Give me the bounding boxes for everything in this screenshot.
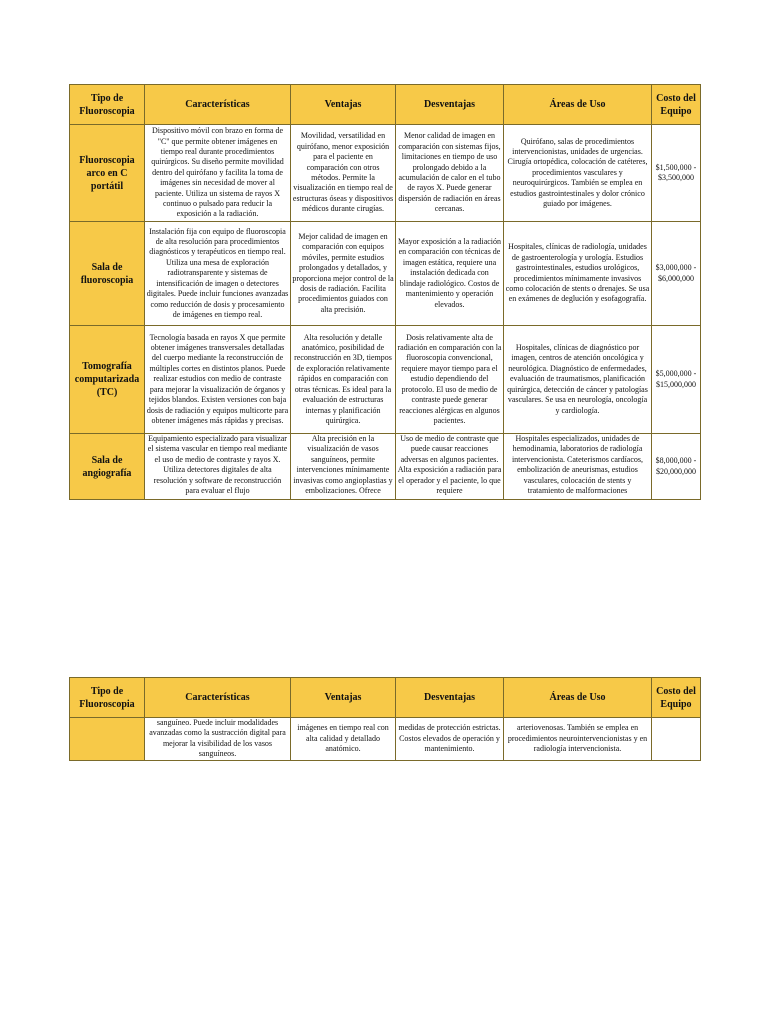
row-caracteristicas: Tecnología basada en rayos X que permite obtener imágenes transversales detalladas del cuerpo mediante la reconstrucción de múltiples cortes en distintos planos. Puede realizar estudios con medio de contraste para mejorar la visualización de órganos y tejidos blandos. Existen versiones con baja dosis de radiación y equipos multicorte para obtener imágenes más rápidas y precisas.	[145, 326, 291, 434]
table-row	[70, 125, 701, 222]
header-ventajas: Ventajas	[291, 678, 396, 718]
row-costo: $5,000,000 - $15,000,000	[652, 326, 701, 434]
table-row	[70, 434, 701, 500]
header-costo: Costo del Equipo	[652, 678, 701, 718]
row-costo	[652, 718, 701, 761]
row-ventajas: Alta resolución y detalle anatómico, posibilidad de reconstrucción en 3D, tiempos de exploración relativamente rápidos en comparación con otras técnicas. Es ideal para la evaluación de estructuras internas y planificación quirúrgica.	[291, 326, 396, 434]
row-desventajas: Dosis relativamente alta de radiación en comparación con la fluoroscopia convencional, requiere mayor tiempo para el estudio dependiendo del protocolo. El uso de medio de contraste puede generar reacciones alérgicas en algunos pacientes.	[396, 326, 504, 434]
row-areas: Quirófano, salas de procedimientos intervencionistas, unidades de urgencias. Cirugía ortopédica, colocación de catéteres, procedimientos vasculares y neuroquirúrgicos. También se emplea en estudios gastrointestinales y dolor crónico guiado por imágenes.	[504, 125, 652, 222]
row-tipo: Tomografía computarizada (TC)	[70, 326, 145, 434]
fluoroscopy-table-continued	[69, 677, 701, 761]
header-desventajas: Desventajas	[396, 678, 504, 718]
row-caracteristicas: Dispositivo móvil con brazo en forma de "C" que permite obtener imágenes en tiempo real durante procedimientos quirúrgicos. Su diseño permite movilidad dentro del quirófano y facilita la toma de imágenes sin necesidad de mover al paciente. Utiliza un sistema de rayos X continuo o pulsado para reducir la exposición a la radiación.	[145, 125, 291, 222]
header-caracteristicas: Características	[145, 678, 291, 718]
row-tipo: Fluoroscopia arco en C portátil	[70, 125, 145, 222]
fluoroscopy-table	[69, 84, 701, 500]
row-desventajas: medidas de protección estrictas. Costos elevados de operación y mantenimiento.	[396, 718, 504, 761]
table-header-row	[70, 85, 701, 125]
table-row	[70, 326, 701, 434]
row-tipo: Sala de angiografía	[70, 434, 145, 500]
header-desventajas: Desventajas	[396, 85, 504, 125]
header-costo: Costo del Equipo	[652, 85, 701, 125]
row-tipo: Sala de fluoroscopia	[70, 222, 145, 326]
header-ventajas: Ventajas	[291, 85, 396, 125]
header-tipo: Tipo de Fluoroscopia	[70, 678, 145, 718]
row-tipo	[70, 718, 145, 761]
row-ventajas: Mejor calidad de imagen en comparación con equipos móviles, permite estudios prolongados y detallados, y proporciona mejor control de la dosis de radiación. Facilita procedimientos guiados con alta precisión.	[291, 222, 396, 326]
header-tipo: Tipo de Fluoroscopia	[70, 85, 145, 125]
row-caracteristicas: Equipamiento especializado para visualizar el sistema vascular en tiempo real mediante el uso de medio de contraste y rayos X. Utiliza detectores digitales de alta resolución y software de reconstrucción para evaluar el flujo	[147, 434, 288, 496]
row-areas: Hospitales especializados, unidades de hemodinamia, laboratorios de radiología intervencionista. Cateterismos cardíacos, embolización de aneurismas, estudios vasculares, colocación de stents y tratamiento de malformaciones	[511, 434, 644, 496]
row-ventajas: Alta precisión en la visualización de vasos sanguíneos, permite intervenciones mínimamente invasivas como angioplastias y embolizaciones. Ofrece	[293, 434, 393, 496]
row-desventajas: Menor calidad de imagen en comparación con sistemas fijos, limitaciones en tiempo de uso prolongado debido a la acumulación de calor en el tubo de rayos X. Puede generar dispersión de radiación en áreas cercanas.	[396, 125, 504, 222]
table-row	[70, 222, 701, 326]
row-costo: $1,500,000 - $3,500,000	[652, 125, 701, 222]
row-areas: arteriovenosas. También se emplea en procedimientos neurointervencionistas y en radiología intervencionista.	[504, 718, 652, 761]
row-costo: $3,000,000 - $6,000,000	[652, 222, 701, 326]
header-caracteristicas: Características	[145, 85, 291, 125]
table-header-row	[70, 678, 701, 718]
table-row	[70, 718, 701, 761]
row-costo: $8,000,000 - $20,000,000	[652, 434, 701, 500]
row-areas: Hospitales, clínicas de radiología, unidades de gastroenterología y urología. Estudios gastrointestinales, estudios urológicos, procedimientos mínimamente invasivos como colocación de stents o drenajes. Se usa en exámenes de deglución y esofagografía.	[504, 222, 652, 326]
row-desventajas: Uso de medio de contraste que puede causar reacciones adversas en algunos pacientes. Alta exposición a radiación para el operador y el paciente, lo que requiere	[397, 434, 502, 496]
row-caracteristicas: Instalación fija con equipo de fluoroscopia de alta resolución para procedimientos diagnósticos y terapéuticos en tiempo real. Utiliza una mesa de exploración radiotransparente y sistemas de intensificación de imagen o detectores digitales. Puede incluir funciones avanzadas como reducción de dosis y procesamiento de imágenes en tiempo real.	[145, 222, 291, 326]
header-areas: Áreas de Uso	[504, 85, 652, 125]
header-areas: Áreas de Uso	[504, 678, 652, 718]
row-ventajas: Movilidad, versatilidad en quirófano, menor exposición para el paciente en comparación con otros métodos. Permite la visualización en tiempo real de estructuras óseas y dispositivos médicos durante cirugías.	[291, 125, 396, 222]
row-areas: Hospitales, clínicas de diagnóstico por imagen, centros de atención oncológica y neurológica. Diagnóstico de enfermedades, evaluación de traumatismos, planificación quirúrgica, detección de cáncer y patologías vasculares. Se usa en neurología, oncología y cardiología.	[504, 326, 652, 434]
row-ventajas: imágenes en tiempo real con alta calidad y detallado anatómico.	[291, 718, 396, 761]
row-desventajas: Mayor exposición a la radiación en comparación con técnicas de imagen estática, requiere una instalación dedicada con blindaje radiológico. Costos de mantenimiento y operación elevados.	[396, 222, 504, 326]
row-caracteristicas: sanguíneo. Puede incluir modalidades avanzadas como la sustracción digital para mejorar la visibilidad de los vasos sanguíneos.	[145, 718, 291, 761]
